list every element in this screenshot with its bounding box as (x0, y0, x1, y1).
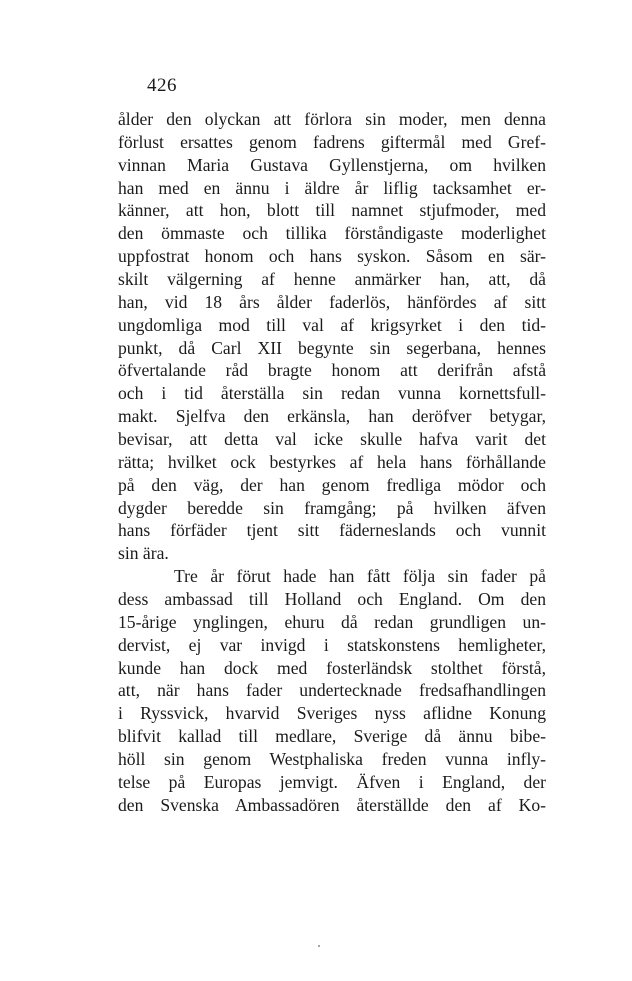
text-line: och i tid återställa sin redan vunna kornettsfull- (118, 383, 546, 404)
text-line: dygder beredde sin framgång; på hvilken äfven (118, 497, 546, 518)
page-number: 426 (147, 75, 177, 96)
text-line: vinnan Maria Gustava Gyllenstjerna, om hvilken (118, 154, 546, 175)
text-line: den Svenska Ambassadören återställde den af Ko- (118, 794, 546, 815)
text-line: rätta; hvilket ock bestyrkes af hela hans förhållande (118, 451, 546, 472)
text-line: telse på Europas jemvigt. Äfven i England, der (118, 771, 546, 792)
text-line: i Ryssvick, hvarvid Sveriges nyss aflidne Konung (118, 703, 546, 724)
text-line: höll sin genom Westphaliska freden vunna infly- (118, 749, 546, 770)
text-line: att, när hans fader undertecknade fredsafhandlingen (118, 680, 546, 701)
text-line: punkt, då Carl XII begynte sin segerbana, hennes (118, 337, 546, 358)
text-line: öfvertalande råd bragte honom att derifrån afstå (118, 360, 546, 381)
text-line: ungdomliga mod till val af krigsyrket i den tid- (118, 314, 546, 335)
text-line: blifvit kallad till medlare, Sverige då ännu bibe- (118, 726, 546, 747)
text-line: 15-årige ynglingen, ehuru då redan grundligen un- (118, 611, 546, 632)
body-text (118, 108, 546, 817)
text-line: känner, att hon, blott till namnet stjufmoder, med (118, 200, 546, 221)
text-line: bevisar, att detta val icke skulle hafva varit det (118, 429, 546, 450)
text-line: han med en ännu i äldre år liflig tacksamhet er- (118, 177, 546, 198)
text-line: den ömmaste och tillika förståndigaste moderlighet (118, 223, 546, 244)
text-line: dervist, ej var invigd i statskonstens hemligheter, (118, 634, 546, 655)
text-line: kunde han dock med fosterländsk stolthet förstå, (118, 657, 546, 678)
text-line: uppfostrat honom och hans syskon. Såsom en sär- (118, 246, 546, 267)
text-line: på den väg, der han genom fredliga mödor och (118, 474, 546, 495)
print-speck (318, 945, 320, 947)
text-line: ålder den olyckan att förlora sin moder, men denna (118, 109, 546, 129)
paragraph-end-line: sin ära. (118, 543, 169, 564)
text-line: makt. Sjelfva den erkänsla, han deröfver betygar, (118, 406, 546, 427)
paragraph-start-line: Tre år förut hade han fått följa sin fader på (174, 566, 546, 587)
text-line: hans förfäder tjent sitt fäderneslands och vunnit (118, 520, 546, 541)
text-line: förlust ersattes genom fadrens giftermål med Gref- (118, 131, 546, 152)
text-line: dess ambassad till Holland och England. Om den (118, 589, 546, 610)
text-line: han, vid 18 års ålder faderlös, hänfördes af sitt (118, 291, 546, 312)
text-line: skilt välgerning af henne anmärker han, att, då (118, 269, 546, 290)
